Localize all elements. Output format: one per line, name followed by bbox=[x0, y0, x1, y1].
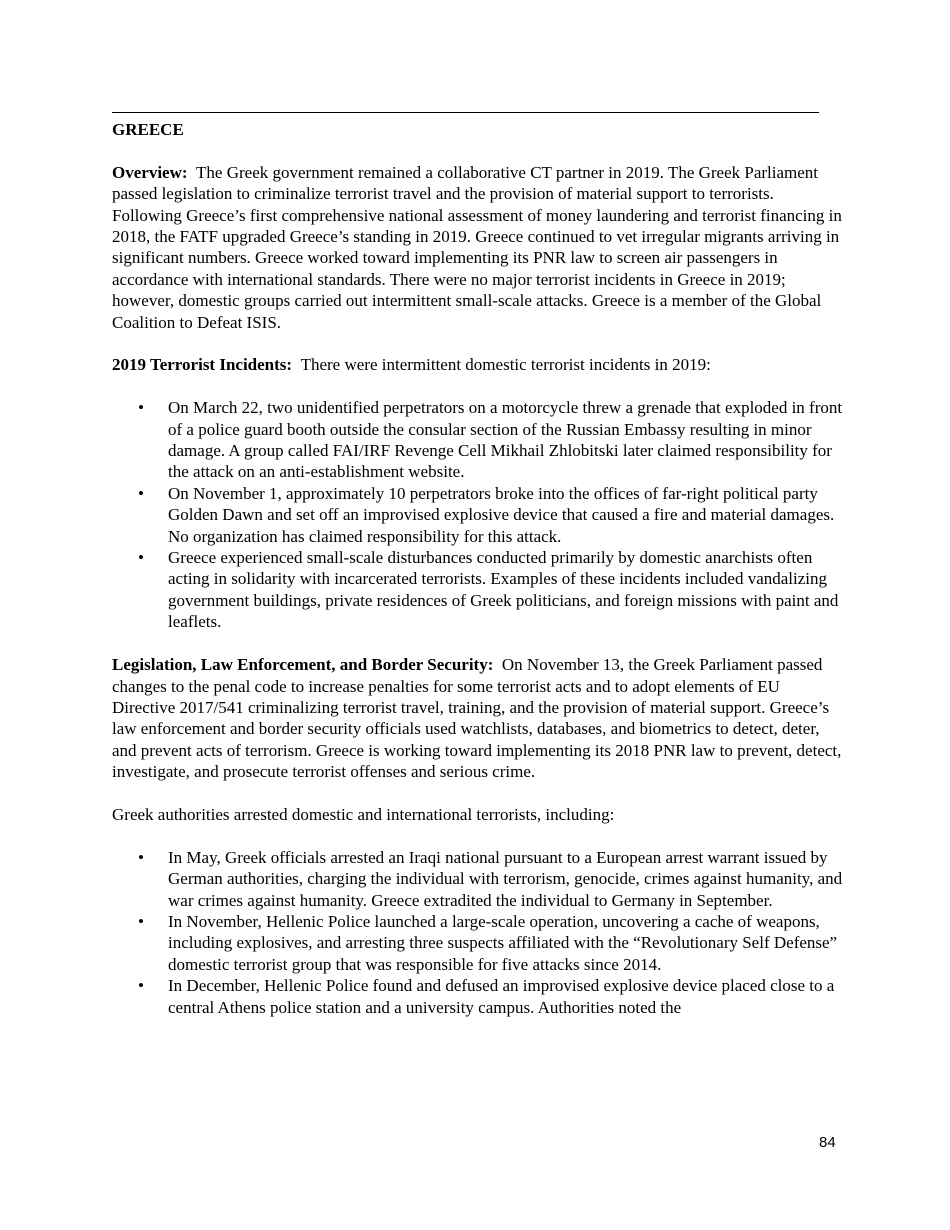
bullet-icon: • bbox=[138, 483, 144, 503]
incidents-list bbox=[112, 397, 844, 632]
list-item bbox=[112, 847, 844, 911]
list-item-text: Greece experienced small-scale disturbances conducted primarily by domestic anarchists often acting in solidarity with incarcerated terrorists. Examples of these incidents included vandalizing government buildings, private residences of Greek politicians, and foreign missions with paint and leaflets. bbox=[168, 548, 839, 632]
bullet-icon: • bbox=[138, 548, 144, 568]
list-item bbox=[112, 547, 844, 633]
list-item-text: On March 22, two unidentified perpetrators on a motorcycle threw a grenade that exploded in front of a police guard booth outside the consular section of the Russian Embassy resulting in minor damage. A group called FAI/IRF Revenge Cell Mikhail Zhlobitski later claimed responsibility for the attack on an anti-establishment website. bbox=[168, 398, 843, 482]
country-heading: GREECE bbox=[112, 120, 184, 139]
list-item bbox=[112, 397, 844, 483]
incidents-paragraph bbox=[112, 354, 844, 375]
arrests-intro: Greek authorities arrested domestic and international terrorists, including: bbox=[112, 804, 615, 824]
list-item-text: On November 1, approximately 10 perpetrators broke into the offices of far-right political party Golden Dawn and set off an improvised explosive device that caused a fire and material damages. No organization has claimed responsibility for this attack. bbox=[168, 483, 835, 546]
legislation-paragraph bbox=[112, 654, 844, 782]
incidents-text: There were intermittent domestic terrorist incidents in 2019: bbox=[300, 355, 711, 375]
incidents-label: 2019 Terrorist Incidents: bbox=[112, 355, 293, 375]
list-item-text: In December, Hellenic Police found and defused an improvised explosive device placed close to a central Athens police station and a university campus. Authorities noted the bbox=[168, 976, 835, 1017]
bullet-icon: • bbox=[138, 398, 144, 418]
overview-label: Overview: bbox=[112, 162, 188, 182]
top-divider bbox=[112, 112, 819, 113]
overview-text: The Greek government remained a collaborative CT partner in 2019. The Greek Parliament passed legislation to criminalize terrorist travel and the provision of material support to terrorists. Following Greece’s first comprehensive national assessment of money laundering and terrorist financing in 2018, the FATF upgraded Greece’s standing in 2019. Greece continued to vet irregular migrants arriving in significant numbers. Greece worked toward implementing its PNR law to screen air passengers in accordance with international standards. There were no major terrorist incidents in Greece in 2019; however, domestic groups carried out intermittent small-scale attacks. Greece is a member of the Global Coalition to Defeat ISIS. bbox=[112, 162, 842, 332]
list-item-text: In May, Greek officials arrested an Iraqi national pursuant to a European arrest warrant issued by German authorities, charging the individual with terrorism, genocide, crimes against humanity, and war crimes against humanity. Greece extradited the individual to Germany in September. bbox=[168, 847, 843, 910]
legislation-text: On November 13, the Greek Parliament passed changes to the penal code to increase penalties for some terrorist acts and to adopt elements of EU Directive 2017/541 criminalizing terrorist travel, training, and the provision of material support. Greece’s law enforcement and border security officials used watchlists, databases, and biometrics to detect, deter, and prevent acts of terrorism. Greece is working toward implementing its 2018 PNR law to prevent, detect, investigate, and prosecute terrorist offenses and serious crime. bbox=[112, 655, 842, 782]
document-page bbox=[112, 112, 844, 1039]
list-item bbox=[112, 975, 844, 1018]
list-item bbox=[112, 483, 844, 547]
list-item-text: In November, Hellenic Police launched a large-scale operation, uncovering a cache of weapons, including explosives, and arresting three suspects affiliated with the “Revolutionary Self Defense” domestic terrorist group that was responsible for five attacks since 2014. bbox=[168, 911, 838, 974]
bullet-icon: • bbox=[138, 911, 144, 931]
list-item bbox=[112, 911, 844, 975]
arrests-list bbox=[112, 847, 844, 1018]
legislation-label: Legislation, Law Enforcement, and Border Security: bbox=[112, 655, 494, 675]
bullet-icon: • bbox=[138, 976, 144, 996]
overview-paragraph bbox=[112, 162, 844, 333]
bullet-icon: • bbox=[138, 847, 144, 867]
page-number: 84 bbox=[819, 1134, 836, 1151]
